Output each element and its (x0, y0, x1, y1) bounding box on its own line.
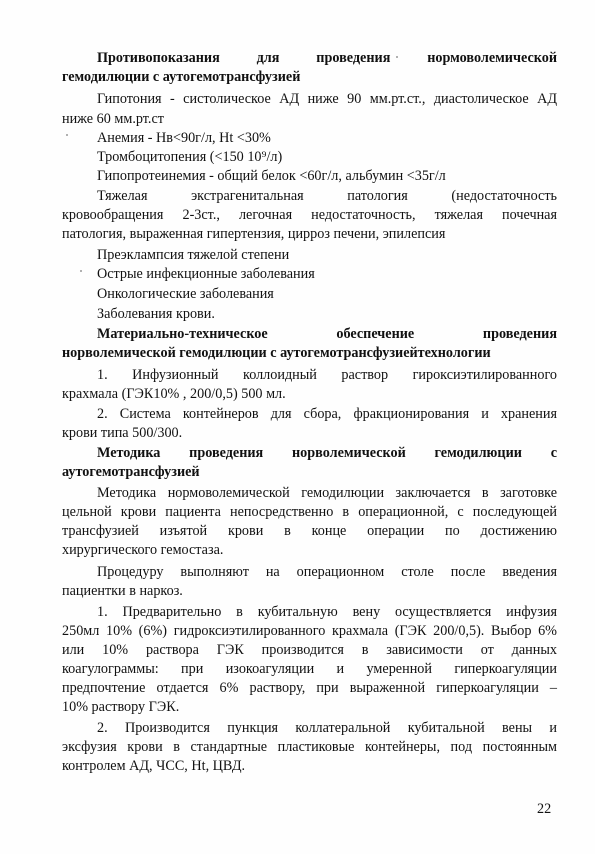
section-heading: аутогемотрансфузией (62, 464, 200, 480)
numbered-item: коагулограммы: при изокоагуляции и умеренной гиперкоагуляции (62, 661, 557, 677)
list-item: Преэклампсия тяжелой степени (97, 247, 290, 263)
page-number: 22 (537, 801, 552, 817)
numbered-item: 2. Производится пункция коллатеральной кубитальной вены и (97, 720, 557, 736)
section-heading: Противопоказания для проведения нормоволемической (97, 50, 557, 66)
paragraph-line: Методика нормоволемической гемодилюции заключается в заготовке (97, 485, 557, 501)
list-item: Анемия - Нв<90г/л, Ht <30% (97, 130, 271, 146)
numbered-item: эксфузия крови в стандартные пластиковые контейнеры, под постоянным (62, 739, 557, 755)
paragraph-line: ниже 60 мм.рт.ст (62, 111, 164, 127)
scan-speck (80, 270, 82, 272)
list-item: Тромбоцитопения (<150 10⁹/л) (97, 149, 283, 165)
section-heading: Методика проведения норволемической гемодилюции с (97, 445, 557, 461)
numbered-item: 10% раствору ГЭК. (62, 699, 180, 715)
section-heading: гемодилюции с аутогемотрансфузией (62, 69, 301, 85)
section-heading: Материально-техническое обеспечение проведения (97, 326, 557, 342)
numbered-item: 1. Предварительно в кубитальную вену осуществляется инфузия (97, 604, 557, 620)
list-item: Гипопротеинемия - общий белок <60г/л, альбумин <35г/л (97, 168, 446, 184)
paragraph-line: трансфузией изъятой крови в конце операции по достижению (62, 523, 557, 539)
scan-speck (66, 134, 68, 136)
numbered-item: или 10% раствора ГЭК производится в зависимости от данных (62, 642, 557, 658)
section-heading: норволемической гемодилюции с аутогемотрансфузиейтехнологии (62, 345, 491, 361)
list-item: Онкологические заболевания (97, 286, 274, 302)
numbered-item: предпочтение отдается 6% раствору, при выраженной гиперкоагуляции – (62, 680, 557, 696)
numbered-item: 1. Инфузионный коллоидный раствор гироксиэтилированного (97, 367, 557, 383)
paragraph-line: Тяжелая экстрагенитальная патология (недостаточность (97, 188, 557, 204)
numbered-item: 250мл 10% (6%) гидроксиэтилированного крахмала (ГЭК 200/0,5). Выбор 6% (62, 623, 557, 639)
paragraph-line: цельной крови пациента непосредственно в операционной, с последующей (62, 504, 557, 520)
numbered-item: крахмала (ГЭК10% , 200/0,5) 500 мл. (62, 386, 286, 402)
paragraph-line: Процедуру выполняют на операционном столе после введения (97, 564, 557, 580)
paragraph-line: кровообращения 2-3ст., легочная недостаточность, тяжелая почечная (62, 207, 557, 223)
paragraph-line: патология, выраженная гипертензия, цирроз печени, эпилепсия (62, 226, 446, 242)
numbered-item: крови типа 500/300. (62, 425, 183, 441)
paragraph-line: Гипотония - систолическое АД ниже 90 мм.рт.ст., диастолическое АД (97, 91, 557, 107)
list-item: Острые инфекционные заболевания (97, 266, 315, 282)
numbered-item: 2. Система контейнеров для сбора, фракционирования и хранения (97, 406, 557, 422)
list-item: Заболевания крови. (97, 306, 215, 322)
paragraph-line: хирургического гемостаза. (62, 542, 224, 558)
numbered-item: контролем АД, ЧСС, Ht, ЦВД. (62, 758, 246, 774)
paragraph-line: пациентки в наркоз. (62, 583, 183, 599)
